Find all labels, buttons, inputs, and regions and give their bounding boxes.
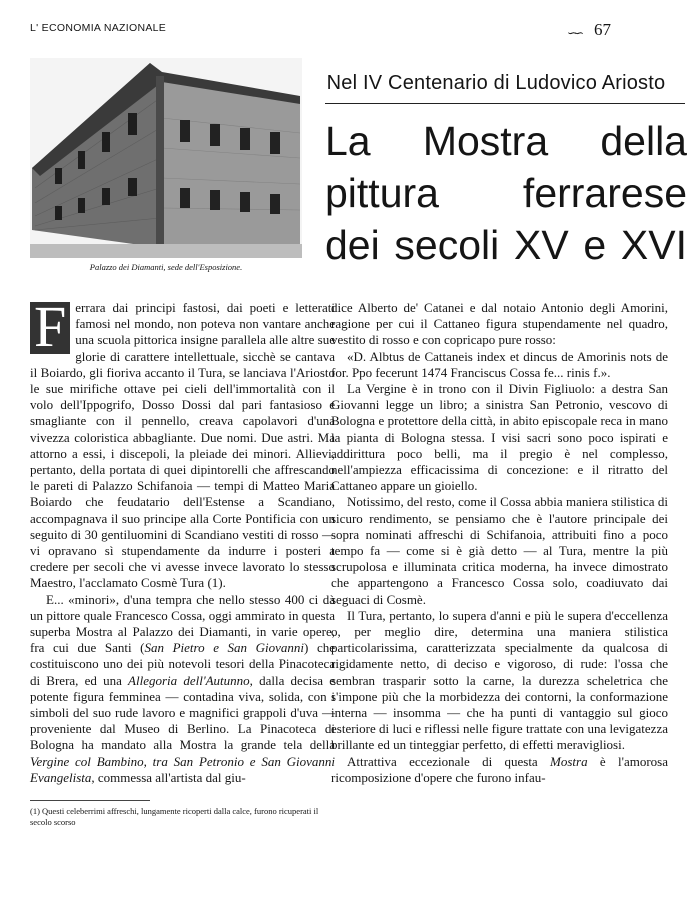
emphasis: Mostra <box>550 753 588 769</box>
artwork-title: Allegoria dell'Autunno <box>128 672 250 688</box>
dropcap: F <box>30 302 70 354</box>
inscription: «D. Albtus de Cattaneis index et dincus de Amorinis nots de for. Ppo fecerunt 1474 Franciscus Cossa fe... rinis f.». <box>331 348 668 380</box>
paragraph-text: , dalla decisa e potente figura femminea — contadina viva, solida, con i simboli del suo rude lavoro e magnifici grappoli d'uva — proveniente dal Museo di Berlino. La Pinacoteca di Bologna ha mandato alla Mostra la grande tela della <box>30 672 335 753</box>
paragraph: La Vergine è in trono con il Divin Figliuolo: a destra San Giovanni legge un libro; a sinistra San Petronio, vescovo di Bologna e protettore della città, in abito episcopale reca in mano la pianta di Bologna stessa. I visi sacri sono poco ispirati e addirittura poco belli, ma il pregio è nel complesso, nell'ampiezza efficacissima di concezione: e il ritratto del Cattaneo appare un gioiello. <box>331 381 668 494</box>
paragraph-text: , commessa all'artista dal giu- <box>91 769 246 785</box>
title-line: dei secoli XV e XVI <box>325 222 687 268</box>
page-number: 67 <box>594 20 611 39</box>
footnote: (1) Questi celeberrimi affreschi, lungamente ricoperti dalla calce, furono ricuperati il secolo scorso <box>30 806 319 827</box>
paragraph: dice Alberto de' Catanei e dal notaio Antonio degli Amorini, ragione per cui il Cattaneo figura stupendamente nel quadro, vestito di rosso e con copricapo pure rosso: <box>331 300 668 348</box>
paragraph: Notissimo, del resto, come il Cossa abbia maniera stilistica di sicuro rendimento, se pensiamo che è l'autore principale dei sopra nominati affreschi di Schifanoia, attribuiti fino a poco tempo fa — come si è già detto — al Tura, mentre la più scrupolosa e illuminata critica moderna, ha invece dimostrato che appartengono a Francesco Cossa solo, coadiuvato dai seguaci di Cosmè. <box>331 494 668 607</box>
article-title <box>325 115 687 271</box>
palazzo-illustration <box>30 58 302 258</box>
photo-caption: Palazzo dei Diamanti, sede dell'Esposizione. <box>89 262 243 272</box>
artwork-title: San Pietro e San Giovanni <box>144 640 305 656</box>
paragraph <box>30 592 335 786</box>
paragraph-text: E... «minori», d'una tempra che nello stesso 400 ci dà un pittore quale Francesco Cossa, oggi ammirato in questa superba Mostra al Palazzo dei Diamanti, in varie opere, fra cui due Santi ( <box>30 591 335 656</box>
paragraph-text: Attrattiva eccezionale di questa <box>347 753 551 769</box>
palazzo-photo <box>30 58 302 258</box>
left-column <box>30 294 335 786</box>
right-column <box>331 300 668 786</box>
title-line: La Mostra della <box>325 118 687 164</box>
supertitle-rule <box>325 103 685 104</box>
ornament-icon: ∽∽ <box>567 26 582 40</box>
paragraph-text: ) che costituiscono uno dei più notevoli tesori della Pinacoteca di Brera, ed una <box>30 640 335 688</box>
paragraph <box>30 294 335 592</box>
artwork-title: Vergine col Bambino, tra San Petronio e San Giovanni Evangelista <box>30 753 335 785</box>
paragraph <box>331 754 668 786</box>
title-line: pittura ferrarese <box>325 170 687 216</box>
paragraph-text: errara dai principi fastosi, dai poeti e letterati famosi nel mondo, non poteva non vantare anche una scuola pittorica insigne parallela alle altre sue glorie di carattere intellettuale, sicchè se cantava il Boiardo, gli fioriva accanto il Tura, se lanciava l'Ariosto le sue mirifiche ottave pei cieli dell'immortalità con il volo dell'Ippogrifo, Dosso Dossi dal pari fantasioso e smagliante con il pennello, creava capolavori d'una vivezza coloristica abbagliante. Due nomi. Due astri. Ma attorno a essi, i discepoli, la pleiade dei minori. Allievi, pertanto, della portata di quei dipintorelli che affrescando le pareti di Palazzo Schifanoia — tempi di Matteo Maria Boiardo che feudatario dell'Estense a Scandiano, accompagnava il suo principe alla Corte Pontificia con un seguito di 30 gentiluomini di Scandiano vestiti di rosso — vi opravano sì stupendamente da indurre i posteri a credere per secoli che vi avesse invece lavorato lo stesso Maestro, l'acclamato Cosmè Tura (1). <box>30 300 335 591</box>
article-supertitle: Nel IV Centenario di Ludovico Ariosto <box>326 72 666 94</box>
paragraph: Il Tura, pertanto, lo supera d'anni e più le supera d'eccellenza o, per meglio dire, determina una maniera stilistica particolarissima, caratterizzata specialmente da qualcosa di rigidamente netto, di deciso e vigoroso, di rude: l'ossa che sembran trasparir sotto la carne, la durezza scheletrica che s'impone più che la morbidezza dei contorni, la conformazione interna — insomma — che ha punti di vantaggio sul gioco esteriore di luci e riflessi nelle figure trattate con una levigatezza brillante ed un tinteggiar perfetto, di effetti meravigliosi. <box>331 607 668 753</box>
journal-title: L' ECONOMIA NAZIONALE <box>30 22 167 34</box>
paragraph-text: è l'amorosa ricomposizione d'opere che furono infau- <box>331 753 668 785</box>
footnote-rule <box>30 800 150 801</box>
